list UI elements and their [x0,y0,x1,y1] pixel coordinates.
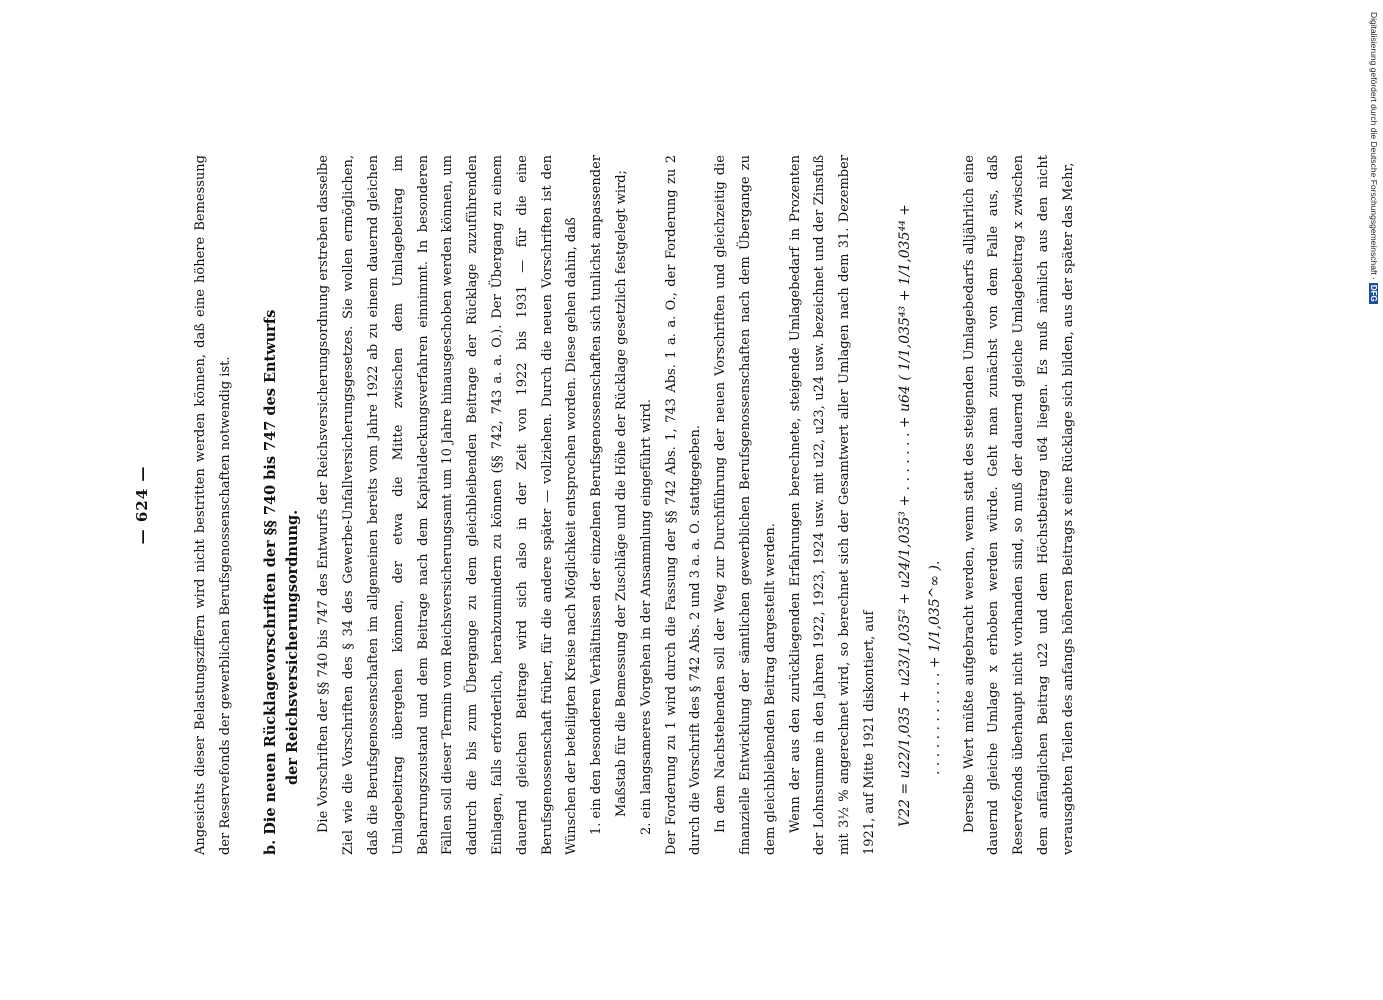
page-number: — 624 — [133,465,151,545]
dfg-logo: DFG [1369,284,1378,302]
paragraph-1: Die Vorschriften der §§ 740 bis 747 des Entwurfs der Reichsversicherungsordnung erstreben dasselbe Ziel wie die Vorschriften des § 34 des Gewerbe-Unfallversicherungsgesetzes. Sie wollen ermöglichen, daß die Berufsgenossenschaften im allgemeinen bereits vom Jahre 1922 ab zu einem dauernd gleichen Umlagebeitrag übergehen können, der etwa die Mitte zwischen dem Umlagebeitrag im Beharrungszustand und dem Beitrage nach dem Kapitaldeckungsverfahren einnimmt. In besonderen Fällen soll dieser Termin vom Reichsversicherungsamt um 10 Jahre hinausgeschoben werden können, um dadurch die bis zum Übergange zu dem gleichbleibenden Beitrage der Rücklage zuzuführenden Einlagen, falls erforderlich, herabzumindern zu können (§§ 742, 743 a. a. O.). Der Übergang zu einem dauernd gleichen Beitrage wird sich also in der Zeit von 1922 bis 1931 — für die eine Berufsgenossenschaft früher, für die andere später — vollziehen. Durch die neuen Vorschriften ist den Wünschen der beteiligten Kreise nach Möglichkeit entsprochen worden. Diese gehen dahin, daß [316,155,580,855]
credit-text: Digitalisierung gefördert durch die Deutsche Forschungsgemeinschaft · [1369,12,1379,280]
formula-line-2: . . . . . . . . . . . . + 1/1,035^∞ ). [926,560,943,775]
section-heading [260,155,304,855]
intro-paragraph: Angesichts dieser Belastungsziffern wird nicht bestritten werden können, daß eine höhere Bemessung der Reservefonds der gewerblichen Berufsgenossenschaften notwendig ist. [192,155,233,855]
formula-line-1: V22 = u22/1,035 + u23/1,035² + u24/1,035³ + . . . . . . . + u64 ( 1/1,035⁴³ + 1/1,035⁴⁴ + [896,204,913,827]
list-item-1: 1. ein den besonderen Verhältnissen der einzelnen Berufsgenossenschaften sich tunlichst anpassender Maßstab für die Bemessung der Zuschläge und die Höhe der Rücklage gesetzlich festgelegt wird; [589,155,629,835]
paragraph-3: In dem Nachstehenden soll der Weg zur Durchführung der neuen Vorschriften und gleichzeitig die finanzielle Entwicklung der sämtlichen gewerblichen Berufsgenossenschaften nach dem Übergange zu dem gleichbleibenden Beitrag dargestellt werden. [713,155,778,855]
section-heading-line2: der Reichsversicherungsordnung. [284,509,302,785]
paragraph-5: Derselbe Wert müßte aufgebracht werden, wenn statt des steigenden Umlagebedarfs alljährlich eine dauernd gleiche Umlage x erhoben werden würde. Geht man zunächst von dem Falle aus, daß Reservefonds überhaupt nicht vorhanden sind, so muß der dauernd gleiche Umlagebeitrag x zwischen dem anfänglichen Beitrag u22 und dem Höchstbeitrag u64 liegen. Es muß nämlich aus den nicht verausgabten Teilen des anfangs höheren Beitrags x eine Rücklage sich bilden, aus der später das Mehr, [961,155,1076,855]
paragraph-4: Wenn der aus den zurückliegenden Erfahrungen berechnete, steigende Umlagebedarf in Prozenten der Lohnsumme in den Jahren 1922, 1923, 1924 usw. mit u22, u23, u24 usw. bezeichnet und der Zinsfuß mit 3½ % angerechnet wird, so berechnet sich der Gesamtwert aller Umlagen nach dem 31. Dezember 1921, auf Mitte 1921 diskontiert, auf [787,155,877,855]
section-heading-line1: b. Die neuen Rücklagevorschriften der §§ 740 bis 747 des Entwurfs [262,309,280,855]
paragraph-2: Der Forderung zu 1 wird durch die Fassung der §§ 742 Abs. 1, 743 Abs. 1 a. a. O., der Forderung zu 2 durch die Vorschrift des § 742 Abs. 2 und 3 a. a. O. stattgegeben. [663,155,704,855]
digitization-credit [1367,12,1383,992]
list-item-2: 2. ein langsameres Vorgehen in der Ansammlung eingeführt wird. [638,398,654,835]
document-page [130,155,1076,855]
